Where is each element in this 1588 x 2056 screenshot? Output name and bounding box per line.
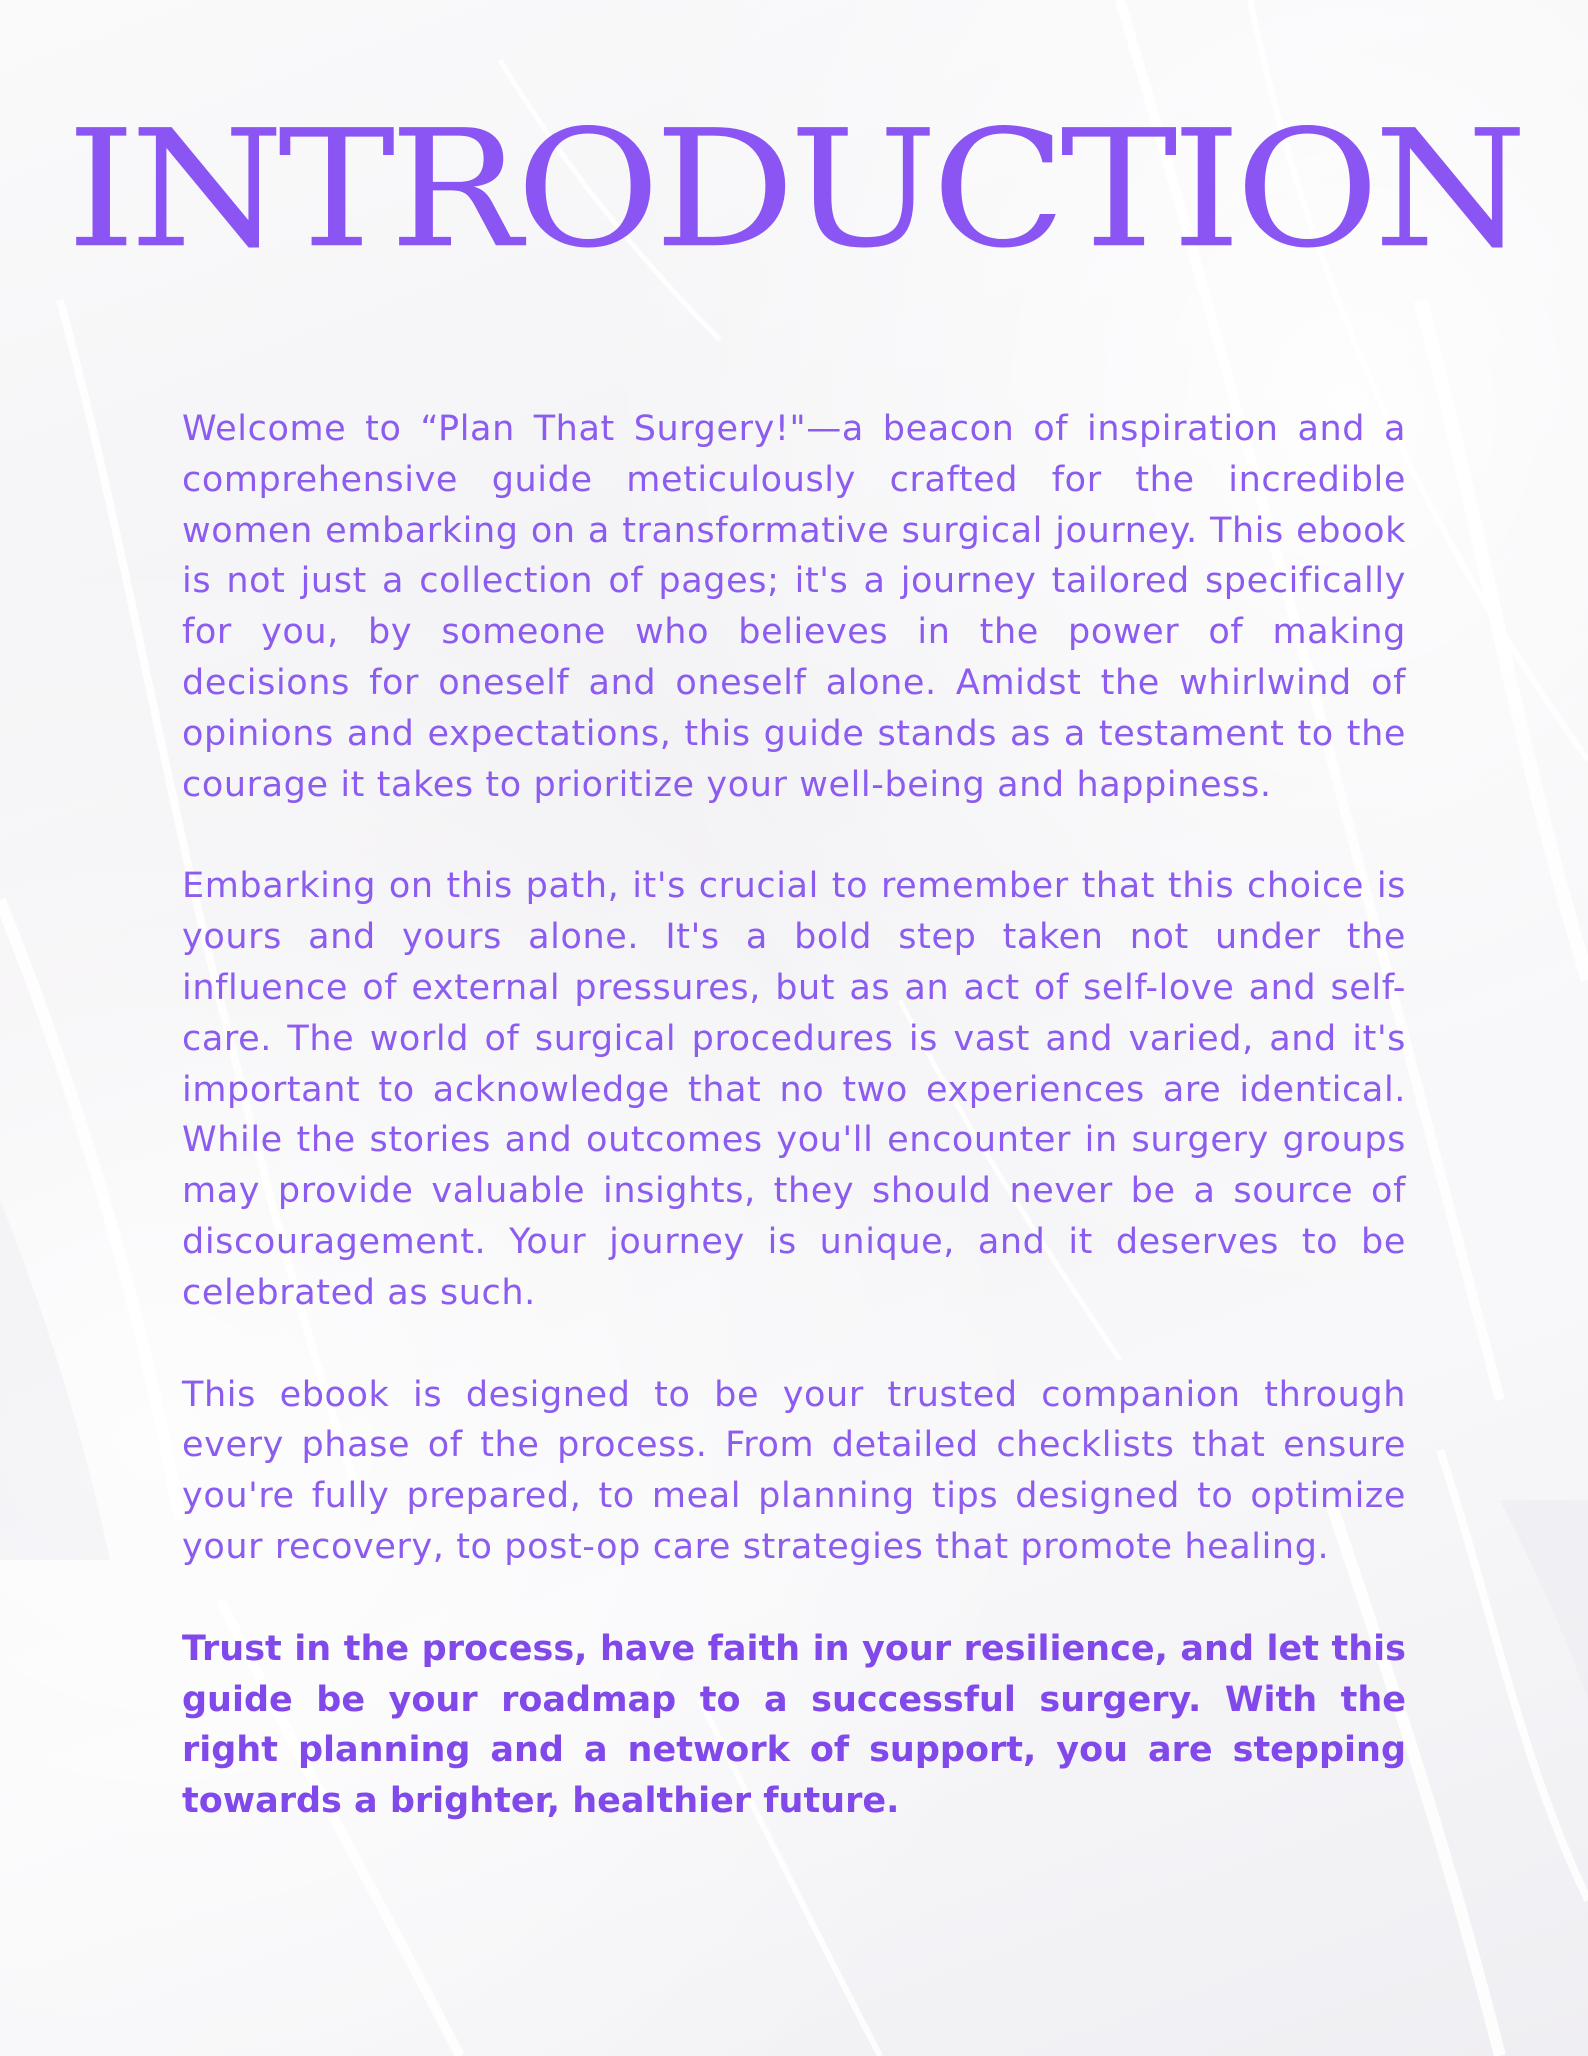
intro-paragraph-2: Embarking on this path, it's crucial to remember that this choice is yours and yours alone. It's a bold step taken not under the influence of external pressures, but as an act of self-love and self-care. The world of surgical procedures is vast and varied, and it's important to acknowledge that no two experiences are identical. While the stories and outcomes you'll encounter in surgery groups may provide valuable insights, they should never be a source of discouragement. Your journey is unique, and it deserves to be celebrated as such.: [182, 866, 1406, 1313]
page-title: INTRODUCTION: [66, 95, 1522, 284]
intro-paragraph-1: Welcome to “Plan That Surgery!"—a beacon of inspiration and a comprehensive guide meticulously crafted for the incredible women embarking on a transformative surgical journey. This ebook is not just a collection of pages; it's a journey tailored specifically for you, by someone who believes in the power of making decisions for oneself and oneself alone. Amidst the whirlwind of opinions and expectations, this guide stands as a testament to the courage it takes to prioritize your well-being and happiness.: [182, 409, 1406, 805]
closing-paragraph: Trust in the process, have faith in your resilience, and let this guide be your roadmap to a successful surgery. With the right planning and a network of support, you are stepping towards a brighter, healthier future.: [182, 1628, 1406, 1822]
intro-paragraph-3: This ebook is designed to be your trusted companion through every phase of the process. From detailed checklists that ensure you're fully prepared, to meal planning tips designed to optimize your recovery, to post-op care strategies that promote healing.: [182, 1374, 1406, 1567]
intro-body: [182, 404, 1406, 1878]
